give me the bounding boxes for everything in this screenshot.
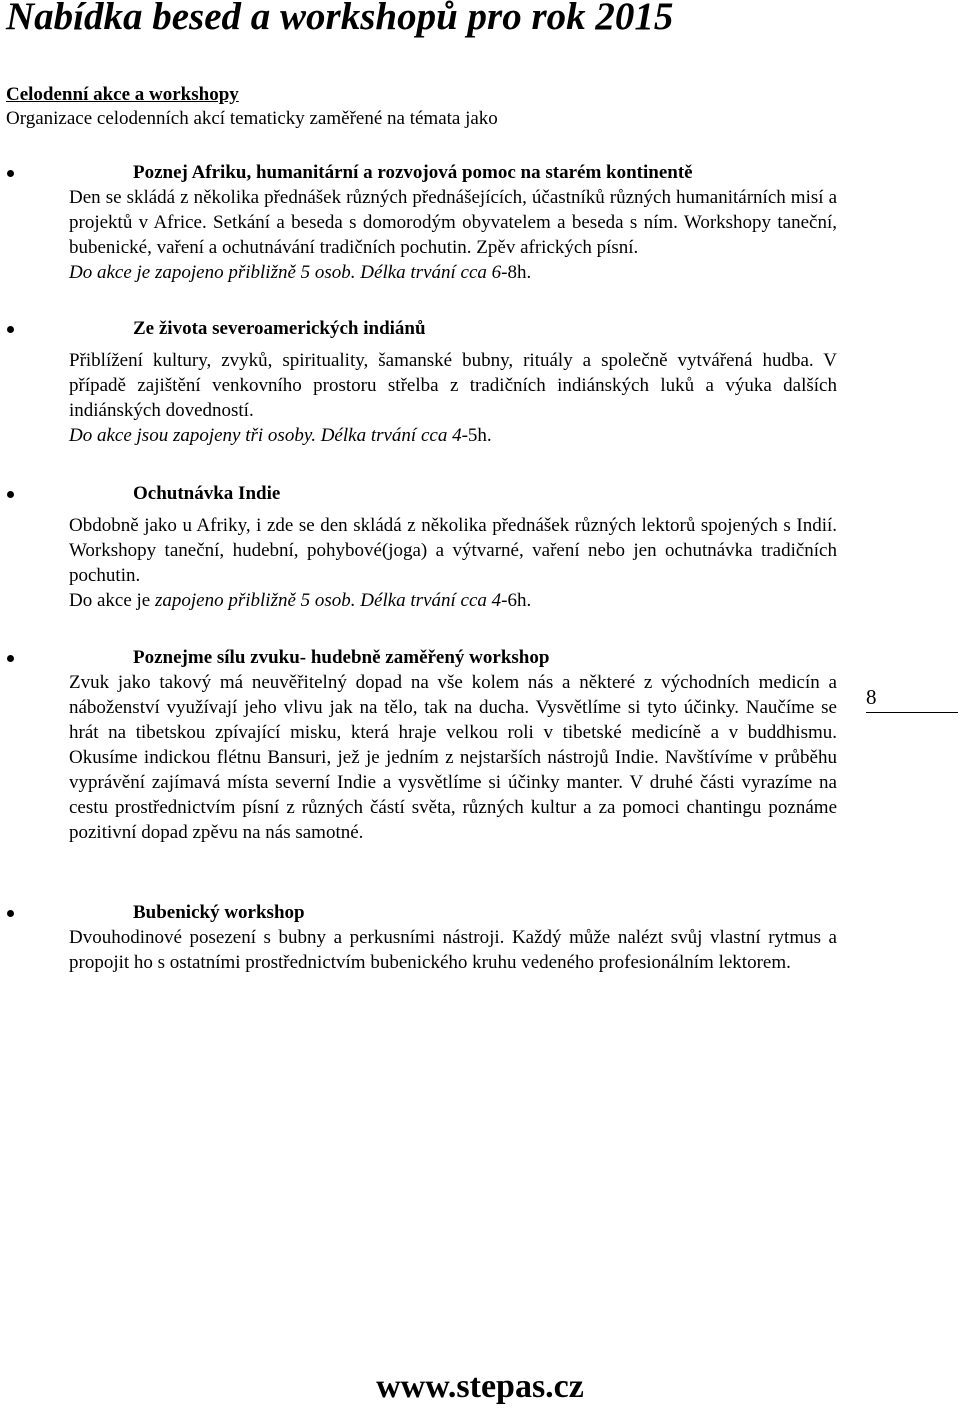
note-duration: -6h.	[501, 590, 532, 611]
list-item-indians	[69, 316, 837, 448]
item-title: Ze života severoamerických indiánů	[133, 318, 426, 339]
note-part: zapojeno přibližně 5 osob. Délka trvání cca 4	[154, 590, 502, 611]
item-text: Den se skládá z několika přednášek různých přednášejících, účastníků různých humanitárních misí a projektů v Africe. Setkání a beseda s domorodým obyvatelem a beseda s ním. Workshopy taneční, bubenické, vaření a ochutnávání tradičních pochutin. Zpěv afrických písní.	[69, 187, 837, 258]
item-note	[69, 588, 837, 613]
note-duration: -5h.	[461, 425, 492, 446]
item-title: Ochutnávka Indie	[133, 483, 281, 504]
section-heading: Celodenní akce a workshopy	[6, 84, 239, 105]
bullet-icon	[7, 910, 14, 917]
note-part: Do akce jsou zapojeny tři osoby. Délka trvání cca 4	[69, 425, 462, 446]
page-number: 8	[866, 685, 958, 713]
document-title: Nabídka besed a workshopů pro rok 2015	[6, 0, 674, 38]
item-title: Bubenický workshop	[133, 902, 305, 923]
note-prefix: Do akce je	[69, 590, 155, 611]
item-title: Poznejme sílu zvuku- hudebně zaměřený workshop	[133, 647, 550, 668]
note-part: Do akce je zapojeno přibližně 5 osob. Délka trvání cca 6	[69, 262, 502, 283]
section-intro: Organizace celodenních akcí tematicky zaměřené na témata jako	[6, 108, 498, 129]
list-item-africa	[69, 160, 837, 285]
bullet-icon	[7, 491, 14, 498]
bullet-icon	[7, 170, 14, 177]
footer-website: www.stepas.cz	[376, 1368, 584, 1405]
list-item-drum-workshop	[69, 900, 837, 975]
list-item-sound-workshop	[69, 645, 837, 845]
note-duration: -8h.	[501, 262, 532, 283]
item-note	[69, 423, 837, 448]
item-text: Obdobně jako u Afriky, i zde se den skládá z několika přednášek různých lektorů spojených s Indií. Workshopy taneční, hudební, pohybové(joga) a výtvarné, vaření nebo jen ochutnávka tradičních pochutin.	[69, 515, 837, 586]
list-item-india	[69, 481, 837, 613]
item-text: Dvouhodinové posezení s bubny a perkusními nástroji. Každý může nalézt svůj vlastní rytmus a propojit ho s ostatními prostřednictvím bubenického kruhu vedeného profesionálním lektorem.	[69, 927, 837, 973]
bullet-icon	[7, 326, 14, 333]
item-title: Poznej Afriku, humanitární a rozvojová pomoc na starém kontinentě	[133, 162, 693, 183]
item-text: Přiblížení kultury, zvyků, spirituality, šamanské bubny, rituály a společně vytvářená hudba. V případě zajištění venkovního prostoru střelba z tradičních indiánských luků a výuka dalších indiánských dovedností.	[69, 350, 837, 421]
item-text: Zvuk jako takový má neuvěřitelný dopad na vše kolem nás a některé z východních medicín a náboženství využívají jeho vlivu jak na tělo, tak na ducha. Vysvětlíme si tyto účinky. Naučíme se hrát na tibetskou zpívající misku, která hraje velkou roli v tibetské medicíně a v buddhismu. Okusíme indickou flétnu Bansuri, jež je jedním z nejstarších nástrojů Indie. Navštívíme v průběhu vyprávění zajímavá místa severní Indie a vysvětlíme si účinky manter. V druhé části vyrazíme na cestu prostřednictvím písní z různých částí světa, různých kultur a za pomoci chantingu poznáme pozitivní dopad zpěvu na nás samotné.	[69, 672, 837, 843]
bullet-icon	[7, 655, 14, 662]
item-note	[69, 260, 837, 285]
